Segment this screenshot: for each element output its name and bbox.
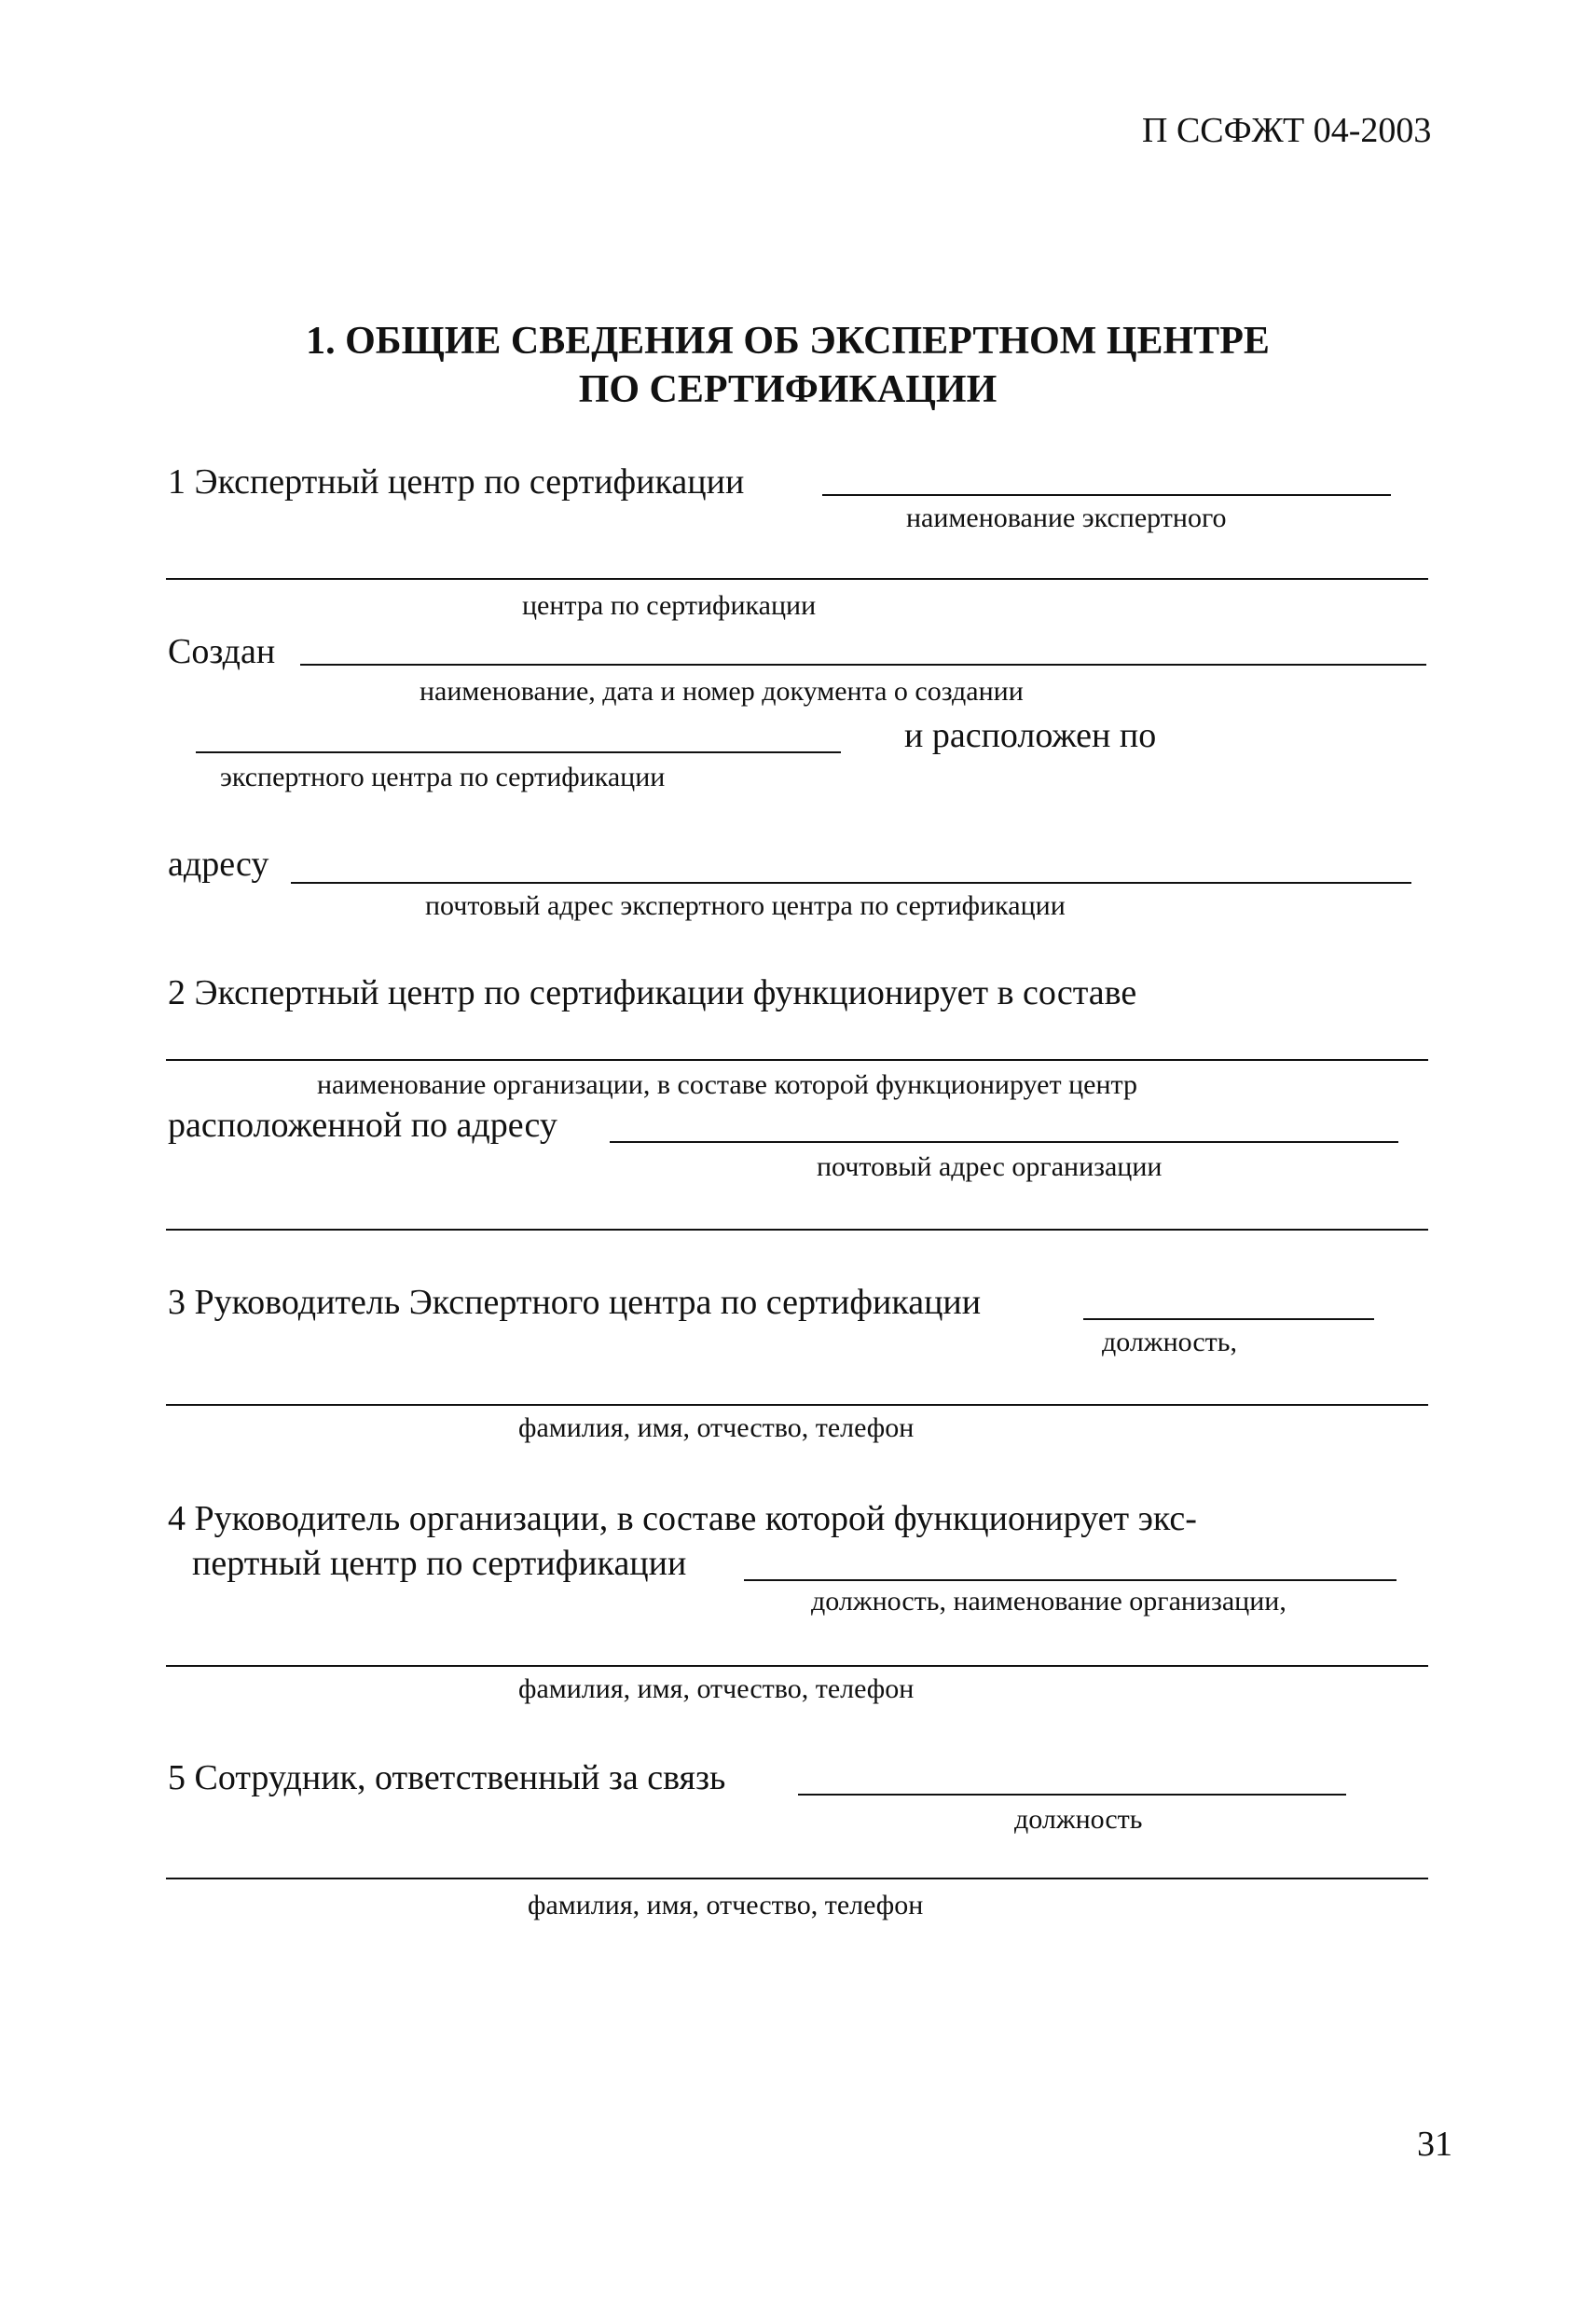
item4-position-field[interactable] xyxy=(744,1579,1396,1581)
item1-name-field[interactable] xyxy=(822,494,1391,496)
item3-label: 3 Руководитель Экспертного центра по сертификации xyxy=(168,1283,982,1322)
item2-label: 2 Экспертный центр по сертификации функционирует в составе xyxy=(168,973,1137,1012)
created-field[interactable] xyxy=(300,664,1426,666)
item2-address-caption: почтовый адрес организации xyxy=(817,1151,1163,1182)
item3-caption2: фамилия, имя, отчество, телефон xyxy=(518,1412,915,1443)
page-number: 31 xyxy=(1417,2125,1452,2164)
item5-position-field[interactable] xyxy=(798,1794,1346,1796)
item2-address-field[interactable] xyxy=(610,1141,1398,1143)
created-label: Создан xyxy=(168,632,276,671)
address-field[interactable] xyxy=(291,882,1411,884)
item4-name-field[interactable] xyxy=(166,1665,1428,1667)
located-caption: экспертного центра по сертификации xyxy=(220,762,666,792)
located-label: и расположен по xyxy=(904,716,1157,755)
item4-caption1: должность, наименование организации, xyxy=(811,1586,1286,1617)
item1-caption2: центра по сертификации xyxy=(522,590,817,621)
section-title-line2: ПО СЕРТИФИКАЦИИ xyxy=(578,368,998,411)
item2-address-field-cont[interactable] xyxy=(166,1229,1428,1231)
item3-caption1: должность, xyxy=(1102,1327,1237,1357)
item4-label-line1: 4 Руководитель организации, в составе которой функционирует экс- xyxy=(168,1499,1197,1538)
item3-position-field[interactable] xyxy=(1083,1318,1374,1320)
section-title-line1: 1. ОБЩИЕ СВЕДЕНИЯ ОБ ЭКСПЕРТНОМ ЦЕНТРЕ xyxy=(306,320,1270,363)
item1-label: 1 Экспертный центр по сертификации xyxy=(168,462,745,502)
item4-label-line2: пертный центр по сертификации xyxy=(192,1544,687,1583)
item5-caption2: фамилия, имя, отчество, телефон xyxy=(528,1890,924,1920)
address-label: адресу xyxy=(168,845,269,884)
item2-address-label: расположенной по адресу xyxy=(168,1106,557,1145)
item2-caption1: наименование организации, в составе которой функционирует центр xyxy=(317,1069,1137,1100)
item2-org-field[interactable] xyxy=(166,1059,1428,1061)
center-name-field[interactable] xyxy=(196,751,841,753)
item5-name-field[interactable] xyxy=(166,1878,1428,1879)
item1-name-field-cont[interactable] xyxy=(166,578,1428,580)
document-code: П ССФЖТ 04-2003 xyxy=(1142,111,1432,150)
created-caption: наименование, дата и номер документа о создании xyxy=(420,676,1024,707)
item3-name-field[interactable] xyxy=(166,1404,1428,1406)
item5-caption1: должность xyxy=(1014,1804,1143,1835)
item4-caption2: фамилия, имя, отчество, телефон xyxy=(518,1673,915,1704)
address-caption: почтовый адрес экспертного центра по сертификации xyxy=(425,890,1066,921)
item1-caption1: наименование экспертного xyxy=(906,502,1227,533)
item5-label: 5 Сотрудник, ответственный за связь xyxy=(168,1758,726,1797)
